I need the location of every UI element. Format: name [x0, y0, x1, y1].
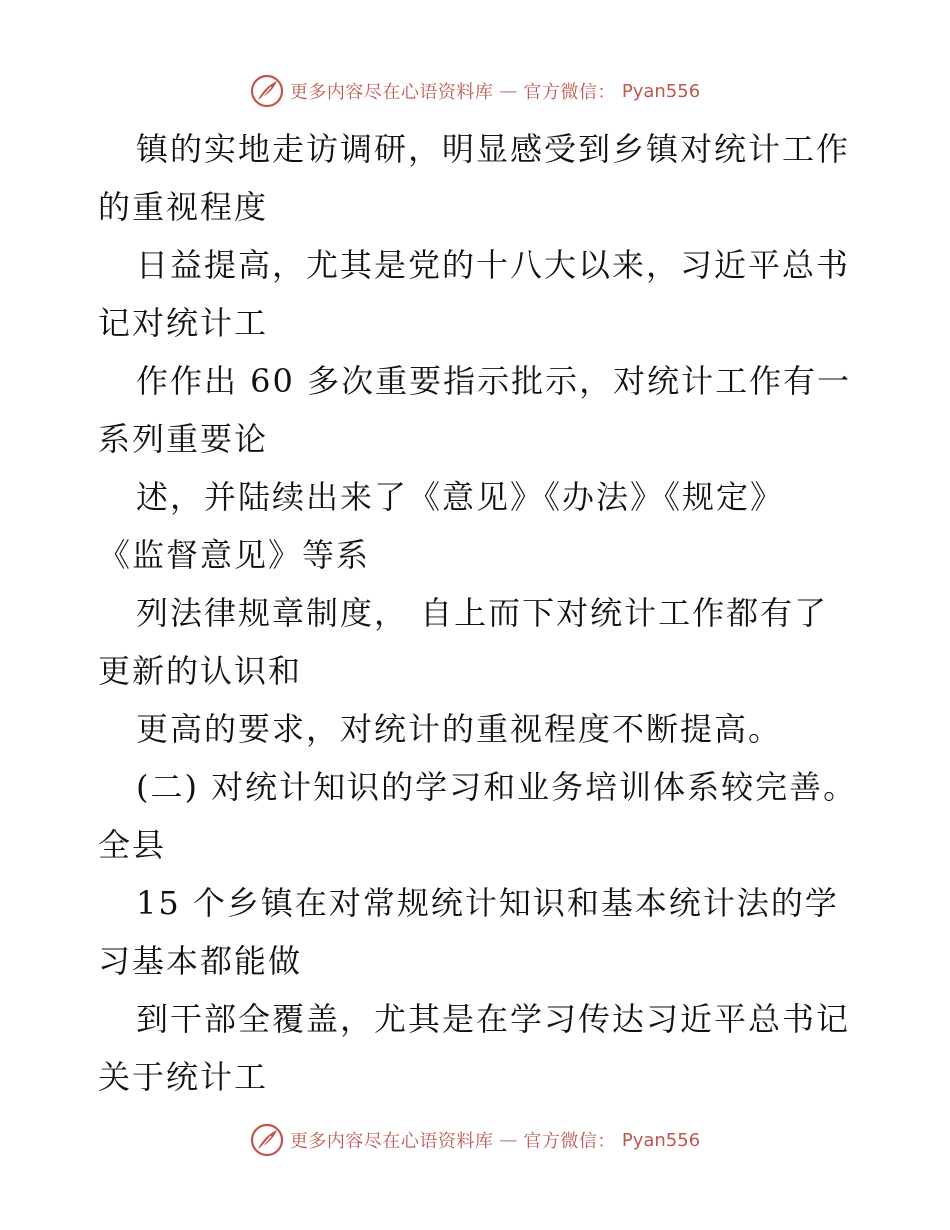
watermark-wechat-id: Pyan556 — [621, 80, 701, 102]
text-line: 列法律规章制度， 自上而下对统计工作都有了 — [136, 594, 829, 632]
text-line: 记对统计工 — [98, 304, 269, 342]
watermark-text: 更多内容尽在心语资料库 — [289, 82, 494, 103]
watermark-wechat-id: Pyan556 — [621, 1129, 701, 1151]
watermark-header — [0, 71, 950, 111]
text-line: 15 个乡镇在对常规统计知识和基本统计法的学 — [136, 884, 839, 922]
text-line: 全县 — [98, 826, 167, 864]
watermark-wechat-label: 官方微信： — [523, 82, 616, 103]
text-line: 习基本都能做 — [98, 942, 303, 980]
text-line: 到干部全覆盖，尤其是在学习传达习近平总书记 — [136, 1000, 851, 1038]
text-line: 日益提高，尤其是党的十八大以来，习近平总书 — [136, 246, 851, 284]
feather-logo-icon — [250, 1123, 284, 1157]
text-line: 述，并陆续出来了《意见》《办法》《规定》 — [136, 478, 785, 516]
text-line: 系列重要论 — [98, 420, 269, 458]
feather-logo-icon — [250, 74, 284, 108]
watermark-separator: — — [499, 80, 518, 102]
document-body — [98, 120, 858, 1106]
watermark-wechat-label: 官方微信： — [523, 1131, 616, 1152]
text-line: 的重视程度 — [98, 188, 269, 226]
text-line: 《监督意见》等系 — [98, 536, 371, 574]
text-line: (二) 对统计知识的学习和业务培训体系较完善。 — [136, 768, 858, 806]
text-line: 更高的要求，对统计的重视程度不断提高。 — [136, 710, 783, 748]
text-line: 更新的认识和 — [98, 652, 303, 690]
text-line: 关于统计工 — [98, 1058, 269, 1096]
watermark-footer — [0, 1120, 950, 1160]
watermark-separator: — — [499, 1129, 518, 1151]
watermark-text: 更多内容尽在心语资料库 — [289, 1131, 494, 1152]
text-line: 镇的实地走访调研，明显感受到乡镇对统计工作 — [136, 130, 851, 168]
text-line: 作作出 60 多次重要指示批示，对统计工作有一 — [136, 362, 852, 400]
